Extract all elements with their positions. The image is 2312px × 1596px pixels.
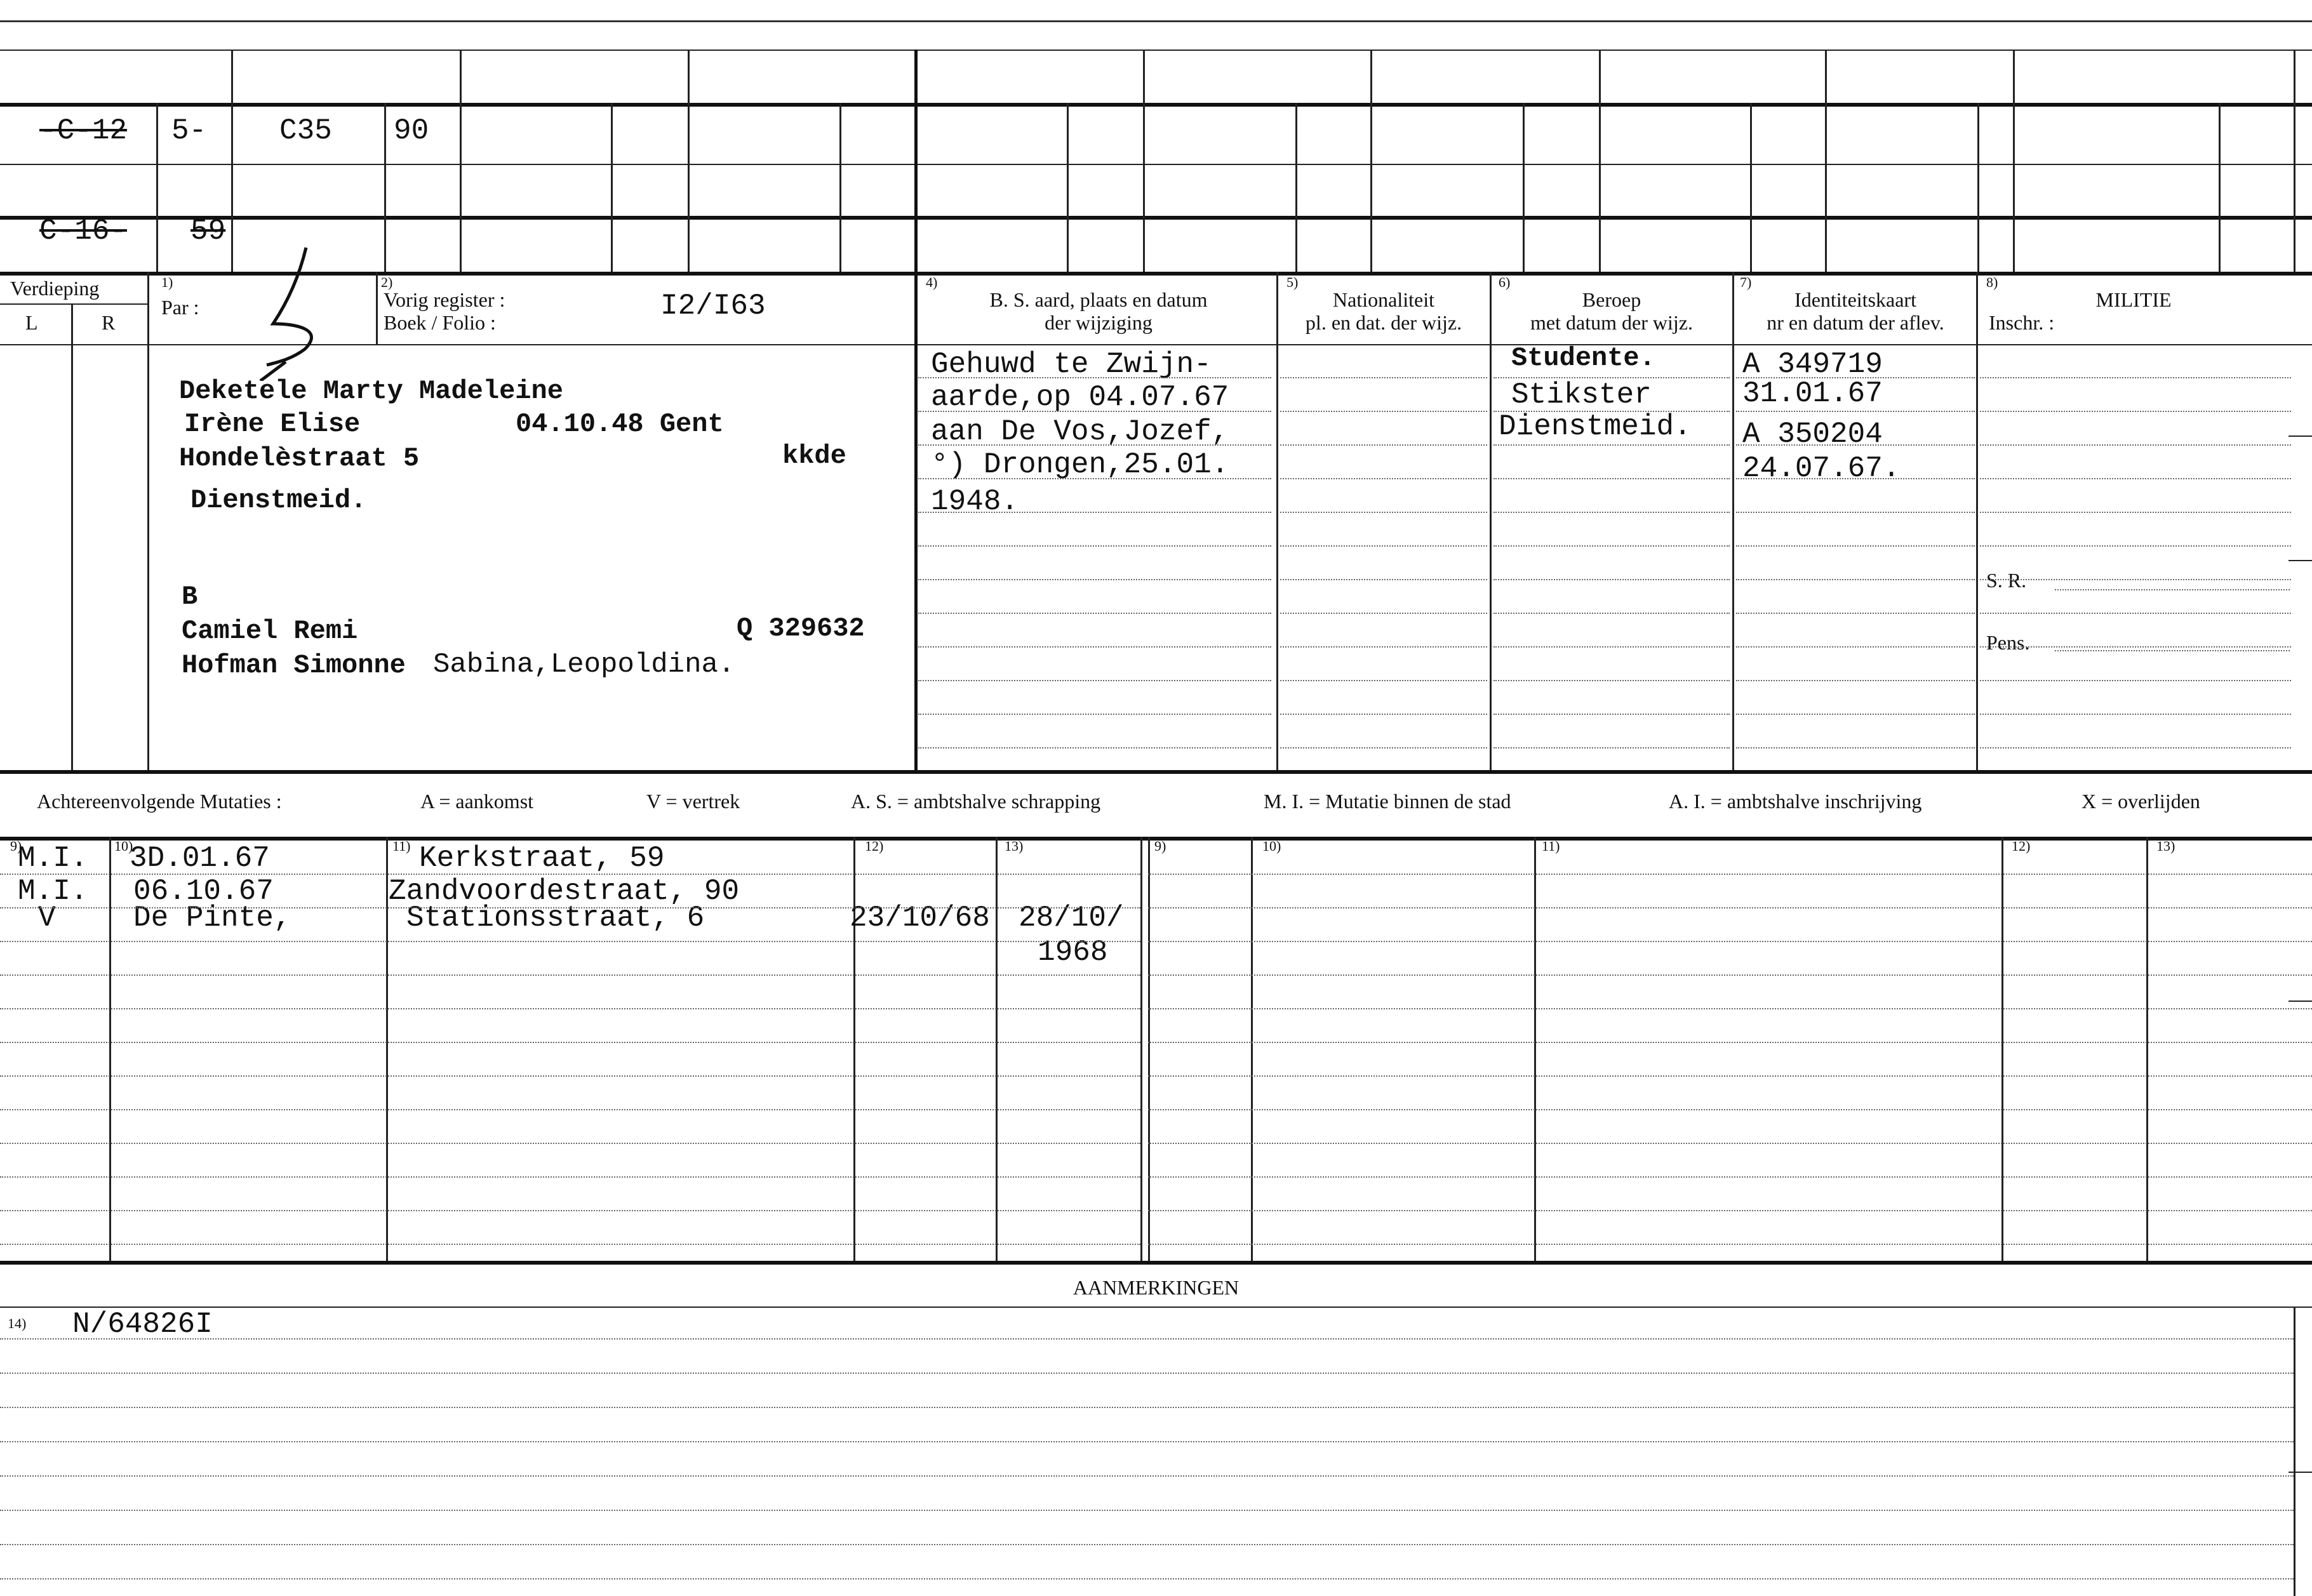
ruled-line	[1493, 680, 1730, 681]
ruled-line	[1493, 377, 1730, 378]
person-mother-extra: Sabina,Leopoldina.	[433, 649, 735, 681]
grid-col-line	[688, 50, 690, 272]
right-edge-line	[2294, 1307, 2295, 1596]
remarks-value: N/64826I	[72, 1308, 213, 1341]
grid-col-line	[914, 50, 918, 272]
mut-col-line	[853, 837, 855, 1261]
header-col-line	[1976, 272, 1978, 770]
grid-cell-3: C35	[279, 114, 332, 147]
grid-col-line	[839, 103, 841, 272]
beroep-entry-3: Dienstmeid.	[1499, 410, 1692, 443]
ruled-line	[1280, 545, 1487, 547]
inschr-label: Inschr. :	[1989, 311, 2055, 334]
mut-col-line	[2001, 837, 2003, 1261]
sr-line	[2055, 589, 2290, 590]
ruled-line	[0, 1042, 1140, 1043]
bs-num: 4)	[926, 274, 938, 290]
ruled-line	[1280, 512, 1487, 513]
l-label: L	[25, 311, 38, 334]
ruled-line	[1148, 974, 2312, 976]
ruled-line	[1148, 1210, 2312, 1211]
grid-col-line	[2013, 50, 2015, 272]
legend-v: V = vertrek	[646, 790, 740, 813]
mut-col-line	[1148, 837, 1150, 1261]
mut-row-2-code: M.I.	[18, 875, 88, 908]
top-edge-line	[0, 20, 2312, 22]
mut-row-1-code: M.I.	[18, 842, 88, 875]
bs-entry-5: 1948.	[931, 485, 1019, 518]
remarks-num: 14)	[8, 1315, 27, 1331]
mut-row-3-address: Stationsstraat, 6	[406, 901, 705, 934]
grid-cell-5: C-16-	[39, 215, 128, 248]
id-num: 7)	[1740, 274, 1752, 290]
ruled-line	[1980, 478, 2291, 479]
edge-tick	[2289, 560, 2312, 561]
mut-col-line	[2146, 837, 2148, 1261]
ruled-line	[1493, 613, 1730, 614]
beroep-header-2: met datum der wijz.	[1530, 311, 1693, 334]
ruled-line	[1280, 680, 1487, 681]
ruled-line	[1280, 613, 1487, 614]
header-col-line	[376, 272, 378, 344]
header-col-line	[1276, 272, 1278, 770]
person-birth: 04.10.48 Gent	[516, 409, 724, 439]
sr-label: S. R.	[1986, 569, 2027, 592]
ruled-line	[1980, 411, 2291, 412]
mut-col-line	[1251, 837, 1253, 1261]
mut-col-line	[1140, 837, 1142, 1261]
id-header-2: nr en datum der aflev.	[1767, 311, 1944, 334]
mut-h9b: 9)	[1154, 838, 1166, 854]
ruled-line	[1493, 646, 1730, 648]
nat-num: 5)	[1286, 274, 1299, 290]
grid-cell-1: -C-12	[39, 114, 128, 147]
person-line-1: Deketele Marty Madeleine	[179, 376, 563, 406]
person-line-4: Dienstmeid.	[190, 485, 367, 515]
remarks-top-line	[0, 1307, 2312, 1308]
ruled-line	[1736, 377, 1975, 378]
ruled-line	[1980, 714, 2291, 715]
ruled-line	[918, 714, 1271, 715]
ruled-line	[0, 1143, 1140, 1144]
par-label: Par :	[161, 296, 199, 319]
grid-cell-4: 90	[394, 114, 429, 147]
ruled-line	[1736, 747, 1975, 748]
ruled-line	[0, 1109, 1140, 1110]
ruled-line	[1148, 1008, 2312, 1009]
boek-folio-label: Boek / Folio :	[384, 311, 496, 334]
header-col-line	[1732, 272, 1734, 770]
ruled-line	[0, 1210, 1140, 1211]
mut-col-line	[996, 837, 998, 1261]
grid-col-line	[1143, 50, 1145, 272]
grid-col-line	[1370, 50, 1372, 272]
id-entry-3: A 350204	[1742, 418, 1883, 451]
ruled-line	[1980, 613, 2291, 614]
militie-header: MILITIE	[2095, 288, 2172, 311]
ruled-line	[1736, 579, 1975, 580]
mut-row-2-address: Zandvoordestraat, 90	[389, 875, 740, 908]
id-entry-4: 24.07.67.	[1742, 452, 1901, 485]
grid-col-line	[1295, 103, 1297, 272]
ruled-line	[918, 377, 1271, 378]
bs-header-2: der wijziging	[1045, 311, 1153, 334]
legend-as: A. S. = ambtshalve schrapping	[851, 790, 1101, 813]
id-header-1: Identiteitskaart	[1794, 288, 1916, 311]
ruled-line	[1280, 478, 1487, 479]
ruled-line	[918, 747, 1271, 748]
ruled-line	[1493, 747, 1730, 748]
grid-col-line	[2294, 50, 2295, 272]
header-col-line	[147, 272, 149, 770]
ruled-line	[918, 545, 1271, 547]
ruled-line	[1148, 1143, 2312, 1144]
grid-col-line	[1067, 103, 1069, 272]
beroep-header-1: Beroep	[1582, 288, 1641, 311]
mut-row-3-date: De Pinte,	[133, 901, 291, 934]
ruled-line	[1148, 1109, 2312, 1110]
grid-cell-2: 5-	[171, 114, 207, 147]
beroep-num: 6)	[1499, 274, 1511, 290]
legend-x: X = overlijden	[2081, 790, 2200, 813]
top-grid-line	[0, 50, 2312, 51]
ruled-line	[918, 579, 1271, 580]
id-entry-2: 31.01.67	[1742, 377, 1883, 410]
ruled-line	[1148, 874, 2312, 875]
body-bottom-line	[0, 770, 2312, 774]
grid-col-line	[611, 103, 613, 272]
mut-row-3-c13: 28/10/	[1019, 901, 1124, 934]
mut-h13: 13)	[1005, 838, 1024, 854]
ruled-line	[0, 974, 1140, 976]
ruled-line	[0, 1510, 2294, 1511]
person-line-2: Irène Elise	[184, 409, 361, 439]
ruled-line	[0, 941, 1140, 942]
grid-handwritten-divider	[156, 107, 158, 160]
mut-row-1-address: Kerkstraat, 59	[419, 842, 665, 875]
ruled-line	[1980, 747, 2291, 748]
header-col-line	[71, 303, 73, 770]
ruled-line	[1736, 714, 1975, 715]
ruled-line	[1736, 545, 1975, 547]
ruled-line	[1980, 377, 2291, 378]
grid-col-line	[1977, 103, 1979, 272]
militie-num: 8)	[1986, 274, 1998, 290]
legend-mi: M. I. = Mutatie binnen de stad	[1264, 790, 1511, 813]
bs-entry-3: aan De Vos,Jozef,	[931, 415, 1229, 448]
top-grid-line	[0, 103, 2312, 107]
ruled-line	[1736, 613, 1975, 614]
mut-h11: 11)	[392, 838, 411, 854]
ruled-line	[1280, 714, 1487, 715]
grid-col-line	[1750, 103, 1752, 272]
ruled-line	[1980, 545, 2291, 547]
edge-tick	[2289, 1472, 2312, 1473]
legend-a: A = aankomst	[420, 790, 534, 813]
mut-col-line	[386, 837, 388, 1261]
ruled-line	[0, 1544, 2294, 1545]
nat-header-1: Nationaliteit	[1333, 288, 1434, 311]
person-mother: Hofman Simonne	[182, 650, 406, 681]
beroep-entry-2: Stikster	[1511, 378, 1652, 411]
ruled-line	[1980, 680, 2291, 681]
person-b: B	[182, 582, 198, 612]
mut-row-2-date: 06.10.67	[133, 875, 274, 908]
vorig-register-value: I2/I63	[660, 289, 766, 323]
beroep-entry-1: Studente.	[1511, 343, 1655, 373]
legend-ai: A. I. = ambtshalve inschrijving	[1669, 790, 1922, 813]
ruled-line	[918, 444, 1271, 446]
ruled-line	[1493, 714, 1730, 715]
grid-col-line	[2219, 103, 2221, 272]
ruled-line	[1148, 1075, 2312, 1077]
mut-h10: 10)	[114, 838, 133, 854]
top-grid-line	[0, 164, 2312, 165]
ruled-line	[0, 1176, 1140, 1178]
ruled-line	[0, 1338, 2294, 1340]
top-grid-line	[0, 216, 2312, 220]
grid-col-line	[1599, 50, 1601, 272]
mut-col-line	[109, 837, 111, 1261]
mut-row-3-code: V	[38, 901, 56, 934]
ruled-line	[0, 1475, 2294, 1477]
ruled-line	[918, 613, 1271, 614]
ruled-line	[918, 680, 1271, 681]
ruled-line	[1148, 941, 2312, 942]
ruled-line	[1736, 478, 1975, 479]
pens-label: Pens.	[1986, 631, 2030, 654]
grid-col-line	[1523, 103, 1525, 272]
grid-col-line	[460, 50, 462, 272]
mut-h12b: 12)	[2012, 838, 2031, 854]
nat-header-2: pl. en dat. der wijz.	[1305, 311, 1462, 334]
ruled-line	[0, 1373, 2294, 1374]
par-num: 1)	[161, 274, 173, 290]
ruled-line	[1980, 512, 2291, 513]
ruled-line	[1736, 411, 1975, 412]
ruled-line	[1493, 545, 1730, 547]
mut-col-line	[1534, 837, 1536, 1261]
legend-title: Achtereenvolgende Mutaties :	[37, 790, 282, 813]
grid-col-line	[231, 50, 233, 272]
r-label: R	[102, 311, 116, 334]
person-father-code: Q 329632	[737, 613, 865, 644]
bs-entry-2: aarde,op 04.07.67	[931, 381, 1229, 414]
ruled-line	[0, 907, 1140, 908]
ruled-line	[1736, 444, 1975, 446]
ruled-line	[1148, 1244, 2312, 1245]
edge-tick	[2289, 1001, 2312, 1002]
grid-col-line	[1825, 50, 1827, 272]
person-father: Camiel Remi	[182, 616, 358, 646]
ruled-line	[1736, 512, 1975, 513]
ruled-line	[1493, 444, 1730, 446]
mut-row-3-c12: 23/10/68	[850, 901, 990, 934]
ruled-line	[1280, 579, 1487, 580]
header-col-line	[914, 272, 918, 770]
verdieping-divider	[0, 303, 147, 305]
vorig-num: 2)	[381, 274, 393, 290]
ruled-line	[918, 411, 1271, 412]
ruled-line	[1493, 512, 1730, 513]
bs-header-1: B. S. aard, plaats en datum	[989, 288, 1208, 311]
vorig-register-label: Vorig register :	[384, 288, 505, 311]
mut-h11b: 11)	[1542, 838, 1560, 854]
ruled-line	[918, 512, 1271, 513]
ruled-line	[1493, 411, 1730, 412]
verdieping-label: Verdieping	[10, 277, 100, 300]
ruled-line	[1736, 646, 1975, 648]
ruled-line	[1280, 747, 1487, 748]
ruled-line	[0, 1244, 1140, 1245]
id-entry-1: A 349719	[1742, 348, 1883, 381]
ruled-line	[0, 1407, 2294, 1408]
mut-h12: 12)	[865, 838, 884, 854]
ruled-line	[0, 1441, 2294, 1442]
ruled-line	[1280, 444, 1487, 446]
person-line-3: Hondelèstraat 5	[179, 443, 420, 474]
mut-row-1-date: 3D.01.67	[130, 842, 270, 875]
ruled-line	[1980, 646, 2291, 648]
person-mark: kkde	[782, 441, 846, 471]
ruled-line	[1736, 680, 1975, 681]
ruled-line	[1493, 579, 1730, 580]
ruled-line	[0, 874, 1140, 875]
ruled-line	[0, 1578, 2294, 1579]
mut-h10b: 10)	[1262, 838, 1281, 854]
remarks-title: AANMERKINGEN	[1072, 1276, 1240, 1299]
mut-h9: 9)	[10, 838, 22, 854]
grid-col-line	[384, 103, 386, 272]
ruled-line	[1148, 1176, 2312, 1178]
ruled-line	[1980, 579, 2291, 580]
ruled-line	[918, 478, 1271, 479]
ruled-line	[918, 646, 1271, 648]
ruled-line	[1280, 646, 1487, 648]
grid-cell-6: 59	[190, 215, 226, 248]
par-signature	[248, 241, 375, 381]
bs-entry-1: Gehuwd te Zwijn-	[931, 348, 1212, 381]
mutations-bottom-line	[0, 1261, 2312, 1265]
ruled-line	[1280, 411, 1487, 412]
ruled-line	[1148, 1042, 2312, 1043]
edge-tick	[2289, 436, 2312, 437]
ruled-line	[0, 1075, 1140, 1077]
ruled-line	[1280, 377, 1487, 378]
header-col-line	[1490, 272, 1492, 770]
ruled-line	[1980, 444, 2291, 446]
pens-line	[2055, 650, 2290, 651]
ruled-line	[1493, 478, 1730, 479]
mut-row-4-c13: 1968	[1038, 936, 1108, 969]
mut-h13b: 13)	[2156, 838, 2175, 854]
ruled-line	[1148, 907, 2312, 908]
ruled-line	[0, 1008, 1140, 1009]
bs-entry-4: °) Drongen,25.01.	[931, 448, 1229, 481]
